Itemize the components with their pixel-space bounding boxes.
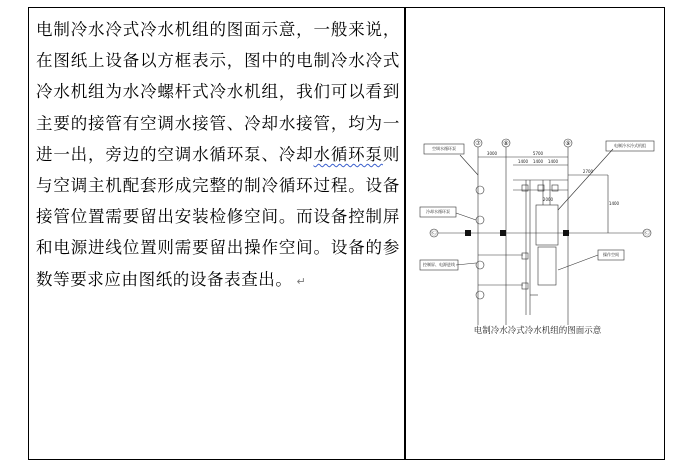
description-paragraph (36, 14, 400, 297)
figure-caption: 电制冷水冷式冷水机组的图面示意 (473, 326, 602, 336)
dim-1: 3000 (486, 151, 498, 156)
table-divider (404, 7, 406, 460)
chiller-drawing (418, 135, 658, 335)
paragraph-mark-icon: ↵ (296, 274, 307, 288)
grid-label-c-right: Ⓒ (643, 230, 651, 237)
callout-chiller: 电制冷水冷式机组 (614, 143, 646, 148)
paragraph-text-1: 电制冷水冷式冷水机组的图面示意，一般来说，在图纸上设备以方框表示，图中的电制冷水冷式冷水机组为水冷螺杆式冷水机组，我们可以看到主要的接管有空调水接管、冷却水接管，均为一进一出，旁边的空调水循环泵、冷却 (36, 20, 400, 164)
dim-8: 1400 (608, 201, 620, 206)
grid-label-7: ⑦ (475, 140, 481, 147)
dim-3: 1400 (517, 159, 529, 164)
callout-control: 控制屏、电源进线 (423, 262, 455, 267)
dim-7: 2000 (542, 197, 554, 202)
callout-cw-pump: 空调水循环泵 (432, 146, 456, 151)
dim-5: 1400 (547, 159, 559, 164)
paragraph-text-2: 则与空调主机配套形成完整的制冷循环过程。设备接管位置需要留出安装检修空间。而设备控制屏和电源进线位置则需要留出操作空间。设备的参数等要求应由图纸的设备表查出。 (36, 144, 400, 289)
dim-6: 2700 (582, 169, 594, 174)
dim-4: 1400 (532, 159, 544, 164)
grid-label-c-left: Ⓒ (430, 230, 438, 237)
callout-op-space: 操作空间 (603, 252, 619, 257)
dim-2: 5700 (532, 151, 544, 156)
grid-label-9: ⑨ (565, 140, 571, 147)
callout-cooling-pump: 冷却水循环泵 (426, 209, 450, 214)
grid-label-8: ⑧ (503, 140, 509, 147)
paragraph-text-squiggle: 水循环泵 (313, 144, 383, 164)
